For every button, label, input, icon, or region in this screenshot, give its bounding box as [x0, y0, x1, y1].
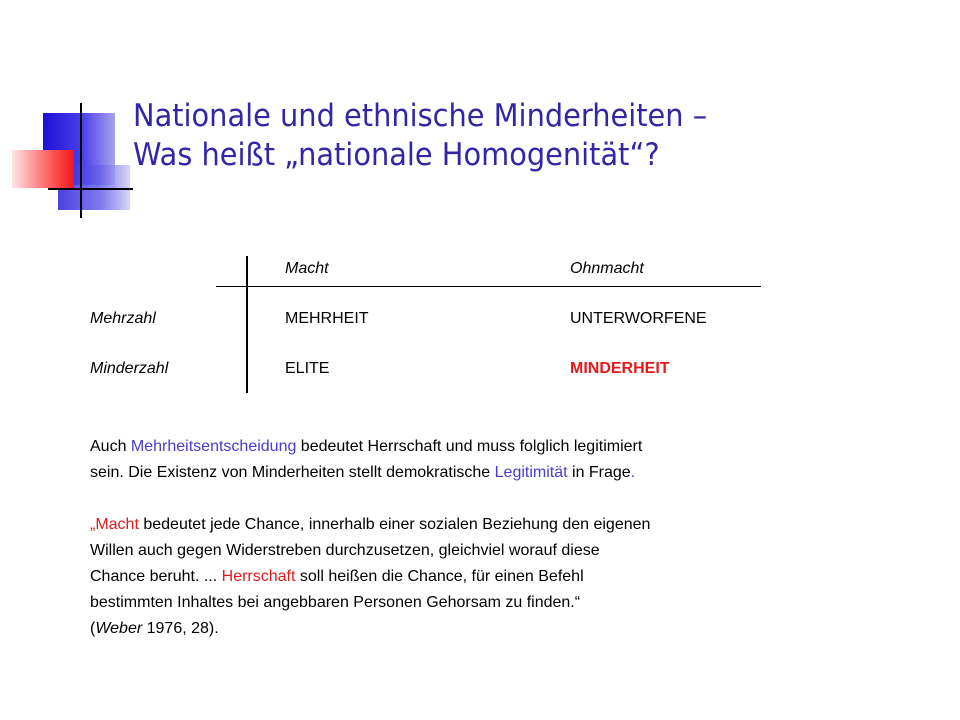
row-label-mehrzahl: Mehrzahl [90, 310, 156, 327]
term-macht: „Macht [90, 516, 139, 533]
row-label-minderzahl: Minderzahl [90, 360, 169, 377]
paragraph-2-line-3 [90, 564, 890, 590]
cell-minderheit: MINDERHEIT [570, 360, 670, 377]
decorative-squares-logo [0, 95, 140, 220]
text-segment: ( [90, 620, 96, 637]
table-horizontal-divider [216, 286, 761, 287]
term-mehrheitsentscheidung: Mehrheitsentscheidung [130, 438, 297, 455]
logo-vertical-line [80, 103, 82, 218]
text-segment: Chance beruht. ... [90, 568, 222, 585]
cell-elite: ELITE [285, 360, 330, 377]
term-herrschaft: Herrschaft [221, 568, 296, 585]
col-header-macht: Macht [285, 260, 329, 277]
paragraph-2-line-4: bestimmten Inhaltes bei angebbaren Personen Gehorsam zu finden.“ [90, 594, 581, 611]
logo-red-square [12, 150, 74, 188]
citation-year: 1976, 28). [142, 620, 219, 637]
term-legitimitaet: Legitimität [494, 464, 568, 481]
col-header-ohnmacht: Ohnmacht [570, 260, 644, 277]
text-segment: sein. Die Existenz von Minderheiten stellt demokratische [90, 464, 495, 481]
paragraph-2-line-1 [90, 512, 890, 538]
paragraph-1-line-1 [90, 434, 890, 460]
text-segment: in Frage [567, 464, 631, 481]
text-segment: bedeutet Herrschaft und muss folglich legitimiert [296, 438, 643, 455]
text-segment: soll heißen die Chance, für einen Befehl [295, 568, 584, 585]
paragraph-weber-quote [90, 512, 890, 642]
logo-horizontal-line [48, 188, 133, 190]
cell-mehrheit: MEHRHEIT [285, 310, 369, 327]
slide-title [133, 97, 877, 175]
paragraph-legitimacy [90, 434, 890, 486]
text-segment: Auch [90, 438, 131, 455]
title-line-2: Was heißt „nationale Homogenität“? [133, 137, 660, 173]
text-segment: . [630, 464, 636, 481]
table-vertical-divider [246, 256, 248, 393]
paragraph-1-line-2 [90, 460, 890, 486]
title-line-1: Nationale und ethnische Minderheiten – [133, 98, 708, 134]
citation-author: Weber [95, 620, 143, 637]
paragraph-2-line-5 [90, 616, 890, 642]
paragraph-2-line-2: Willen auch gegen Widerstreben durchzusetzen, gleichviel worauf diese [90, 542, 600, 559]
cell-unterworfene: UNTERWORFENE [570, 310, 707, 327]
text-segment: bedeutet jede Chance, innerhalb einer sozialen Beziehung den eigenen [138, 516, 651, 533]
